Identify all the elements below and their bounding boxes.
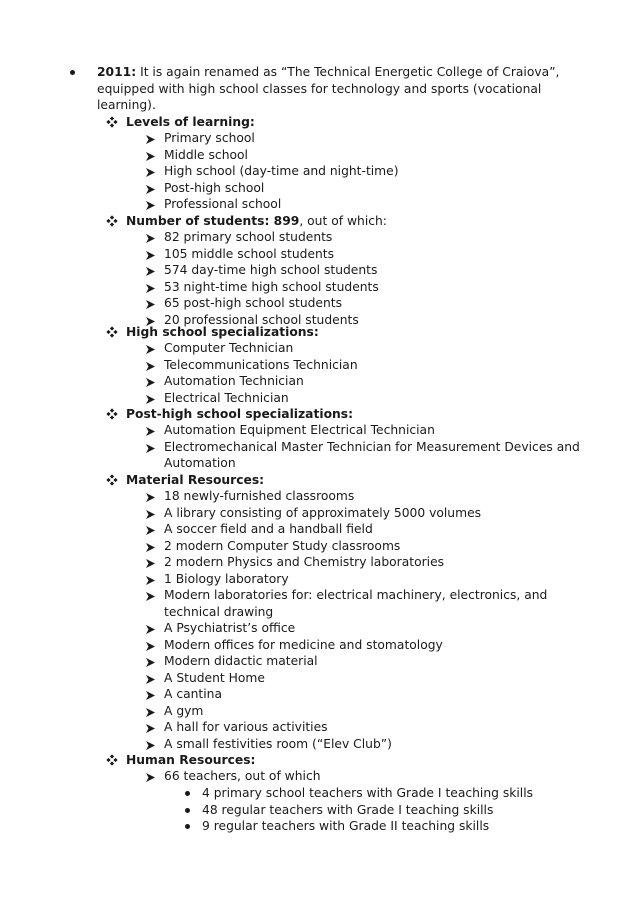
arrow-bullet-icon [146,724,155,733]
phs-spec-heading: Post-high school specializations: [126,406,354,421]
human-item: 66 teachers, out of which [164,769,321,783]
list-item: 9 regular teachers with Grade II teaching skills [202,819,490,833]
students-heading: Number of students: 899 [126,213,300,228]
list-item: 18 newly-furnished classrooms [164,489,355,503]
arrow-bullet-icon [146,642,155,651]
human-heading: Human Resources: [126,752,256,767]
arrow-bullet-icon [146,234,155,243]
list-item: 65 post-high school students [164,296,343,310]
arrow-bullet-icon [146,510,155,519]
students-heading-line [126,213,387,230]
diamond-bullet-icon [107,117,117,127]
list-item: A library consisting of approximately 5000 volumes [164,505,482,520]
arrow-bullet-icon [146,691,155,700]
diamond-bullet-icon [107,755,117,765]
list-item: A soccer field and a handball field [164,522,373,536]
list-item: 48 regular teachers with Grade I teaching skills [202,802,494,817]
list-item: Computer Technician [164,341,294,355]
bullet-dot [185,791,190,796]
arrow-bullet-icon [146,576,155,585]
list-item: A hall for various activities [164,720,328,734]
bullet-dot [185,824,190,829]
arrow-bullet-icon [146,708,155,717]
list-item: 53 night-time high school students [164,279,379,294]
list-item: Middle school [164,147,248,162]
arrow-bullet-icon [146,135,155,144]
bullet-dot [70,70,75,75]
arrow-bullet-icon [146,300,155,309]
arrow-bullet-icon [146,444,155,453]
list-item: A Psychiatrist’s office [164,621,296,635]
list-item: A cantina [164,687,222,701]
arrow-bullet-icon [146,543,155,552]
arrow-bullet-icon [146,362,155,371]
arrow-bullet-icon [146,284,155,293]
arrow-bullet-icon [146,168,155,177]
diamond-bullet-icon [107,409,117,419]
arrow-bullet-icon [146,625,155,634]
list-item: Electrical Technician [164,390,289,405]
list-item: Modern didactic material [164,654,318,668]
arrow-bullet-icon [146,559,155,568]
list-item: technical drawing [164,604,274,619]
intro-text: It is again renamed as “The Technical Energetic College of Craiova”, [136,65,560,79]
material-heading: Material Resources: [126,472,265,487]
diamond-bullet-icon [107,327,117,337]
list-item: Automation [164,456,236,470]
diamond-bullet-icon [107,216,117,226]
arrow-bullet-icon [146,741,155,750]
list-item: 2 modern Physics and Chemistry laboratories [164,555,445,569]
list-item: Professional school [164,197,282,211]
list-item: 574 day-time high school students [164,263,378,277]
arrow-bullet-icon [146,526,155,535]
list-item: High school (day-time and night-time) [164,164,399,178]
arrow-bullet-icon [146,493,155,502]
list-item: Automation Technician [164,374,304,388]
list-item: 82 primary school students [164,230,333,244]
list-item: 2 modern Computer Study classrooms [164,538,401,553]
arrow-bullet-icon [146,427,155,436]
levels-heading: Levels of learning: [126,114,255,129]
list-item: Telecommunications Technician [164,357,358,372]
arrow-bullet-icon [146,267,155,276]
arrow-bullet-icon [146,773,155,782]
arrow-bullet-icon [146,592,155,601]
list-item: Electromechanical Master Technician for Measurement Devices and [164,439,580,454]
intro-line-2: equipped with high school classes for technology and sports (vocational [97,81,542,96]
intro-year: 2011: [97,65,137,79]
arrow-bullet-icon [146,675,155,684]
intro-line-3: learning). [97,98,156,112]
list-item: A Student Home [164,670,265,685]
list-item: 105 middle school students [164,246,335,261]
list-item: A gym [164,703,204,718]
arrow-bullet-icon [146,658,155,667]
list-item: Automation Equipment Electrical Technician [164,423,435,437]
students-heading-rest: , out of which: [299,213,387,228]
list-item: Post-high school [164,180,265,195]
bullet-dot [185,808,190,813]
list-item: Primary school [164,131,255,145]
intro-line-1 [97,64,559,81]
arrow-bullet-icon [146,251,155,260]
list-item: 20 professional school students [164,312,359,327]
list-item: Modern laboratories for: electrical machinery, electronics, and [164,588,548,602]
arrow-bullet-icon [146,152,155,161]
arrow-bullet-icon [146,378,155,387]
list-item: 4 primary school teachers with Grade I teaching skills [202,786,534,800]
diamond-bullet-icon [107,475,117,485]
list-item: A small festivities room (“Elev Club”) [164,736,392,751]
arrow-bullet-icon [146,395,155,404]
hs-spec-heading: High school specializations: [126,324,319,339]
arrow-bullet-icon [146,345,155,354]
list-item: Modern offices for medicine and stomatology [164,637,443,652]
arrow-bullet-icon [146,185,155,194]
arrow-bullet-icon [146,201,155,210]
list-item: 1 Biology laboratory [164,571,289,586]
